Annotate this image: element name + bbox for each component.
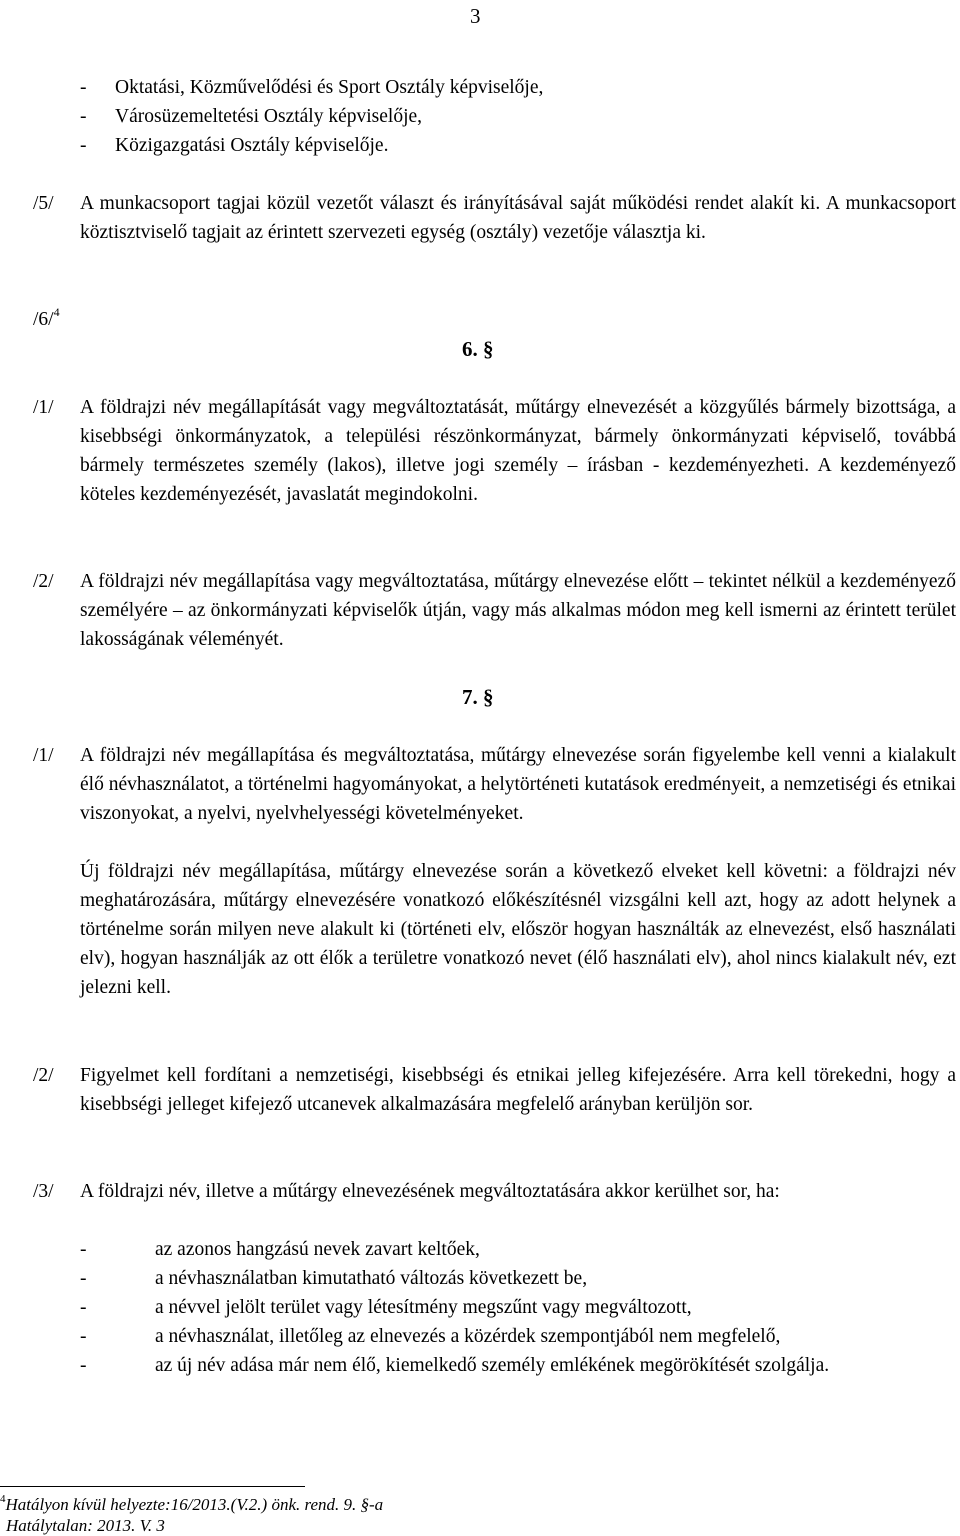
paragraph-label: /5/	[33, 193, 54, 214]
page-number: 3	[470, 4, 481, 28]
list-item-text: Városüzemeltetési Osztály képviselője,	[115, 106, 423, 127]
footnote	[0, 1494, 383, 1515]
paragraph-text: A földrajzi név megállapítása és megváltoztatása, műtárgy elnevezése során figyelembe kell venni a kialakult élő névhasználatot, a történelmi hagyományokat, a helytörténeti kutatások eredményeit, a nemzetiségi és etnikai viszonyokat, a nyelvi, nyelvhelyességi követelményeket.	[80, 745, 956, 824]
paragraph-label	[33, 305, 60, 334]
paragraph-text: A földrajzi név, illetve a műtárgy elnevezésének megváltoztatására akkor kerülhet sor, ha:	[80, 1181, 780, 1202]
paragraph-text: A földrajzi név megállapítása vagy megváltoztatása, műtárgy elnevezése előtt – tekintet nélkül a kezdeményező személyére – az önkormányzati képviselők útján, vagy más alkalmas módon meg kell ismerni az érintett terület lakosságának véleményét.	[80, 571, 956, 650]
list-item	[80, 73, 543, 102]
list-item	[80, 131, 388, 160]
dash: -	[80, 1297, 87, 1318]
dash: -	[80, 1239, 87, 1260]
paragraph-label: /1/	[33, 745, 54, 766]
dash: -	[80, 77, 87, 98]
list-item: a névvel jelölt terület vagy létesítmény megszűnt vagy megváltozott,	[155, 1297, 692, 1318]
list-item: a névhasználatban kimutatható változás következett be,	[155, 1268, 588, 1289]
paragraph-label-text: /6/	[33, 309, 54, 330]
dash: -	[80, 106, 87, 127]
paragraph-text: A munkacsoport tagjai közül vezetőt választ és irányításával saját működési rendet alakít ki. A munkacsoport köztisztviselő tagjait az érintett szervezeti egység (osztály) vezetője választja ki.	[80, 193, 956, 243]
paragraph-label: /2/	[33, 1065, 54, 1086]
footnote-reference: 4	[53, 305, 60, 319]
section-heading: 7. §	[462, 685, 494, 709]
section-heading: 6. §	[462, 337, 494, 361]
list-item: az új név adása már nem élő, kiemelkedő személy emlékének megörökítését szolgálja.	[155, 1355, 830, 1376]
paragraph-text: Figyelmet kell fordítani a nemzetiségi, kisebbségi és etnikai jelleg kifejezésére. Arra kell törekedni, hogy a kisebbségi jelleget kifejező utcanevek alkalmazására megfelelő arányban kerüljön sor.	[80, 1065, 956, 1115]
footnote-line: Hatálytalan: 2013. V. 3	[6, 1516, 165, 1535]
dash: -	[80, 1326, 87, 1347]
list-item-text: Oktatási, Közművelődési és Sport Osztály képviselője,	[115, 77, 544, 98]
paragraph-text: Új földrajzi név megállapítása, műtárgy elnevezése során a következő elveket kell követni: a földrajzi név meghatározására, műtárgy elnevezésére vonatkozó előkészítésnél vizsgálni kell azt, hogy az adott helynek a történelme során milyen neve alakult ki (történeti elv, először hogyan használták az elnevezést, első használati elv), hogyan használják az ott élők a területre vonatkozó nevet (élő használati elv), ahol nincs kialakult név, ezt jelezni kell.	[80, 861, 956, 998]
footnote-number: 4	[0, 1493, 6, 1505]
list-item: az azonos hangzású nevek zavart keltőek,	[155, 1239, 480, 1260]
paragraph-text: A földrajzi név megállapítását vagy megváltoztatását, műtárgy elnevezését a közgyűlés bármely bizottsága, a kisebbségi önkormányzatok, a települési részönkormányzat, bármely önkormányzati képviselő, továbbá bármely természetes személy (lakos), illetve jogi személy – írásban - kezdeményezheti. A kezdeményező köteles kezdeményezését, javaslatát megindokolni.	[80, 397, 956, 505]
paragraph-label: /2/	[33, 571, 54, 592]
dash: -	[80, 1268, 87, 1289]
paragraph-label: /1/	[33, 397, 54, 418]
footnote-divider	[0, 1486, 305, 1487]
list-item: a névhasználat, illetőleg az elnevezés a közérdek szempontjából nem megfelelő,	[155, 1326, 781, 1347]
list-item-text: Közigazgatási Osztály képviselője.	[115, 135, 389, 156]
paragraph-label: /3/	[33, 1181, 54, 1202]
dash: -	[80, 1355, 87, 1376]
dash: -	[80, 135, 87, 156]
list-item	[80, 102, 422, 131]
footnote-text: Hatályon kívül helyezte:16/2013.(V.2.) önk. rend. 9. §-a	[5, 1495, 384, 1514]
